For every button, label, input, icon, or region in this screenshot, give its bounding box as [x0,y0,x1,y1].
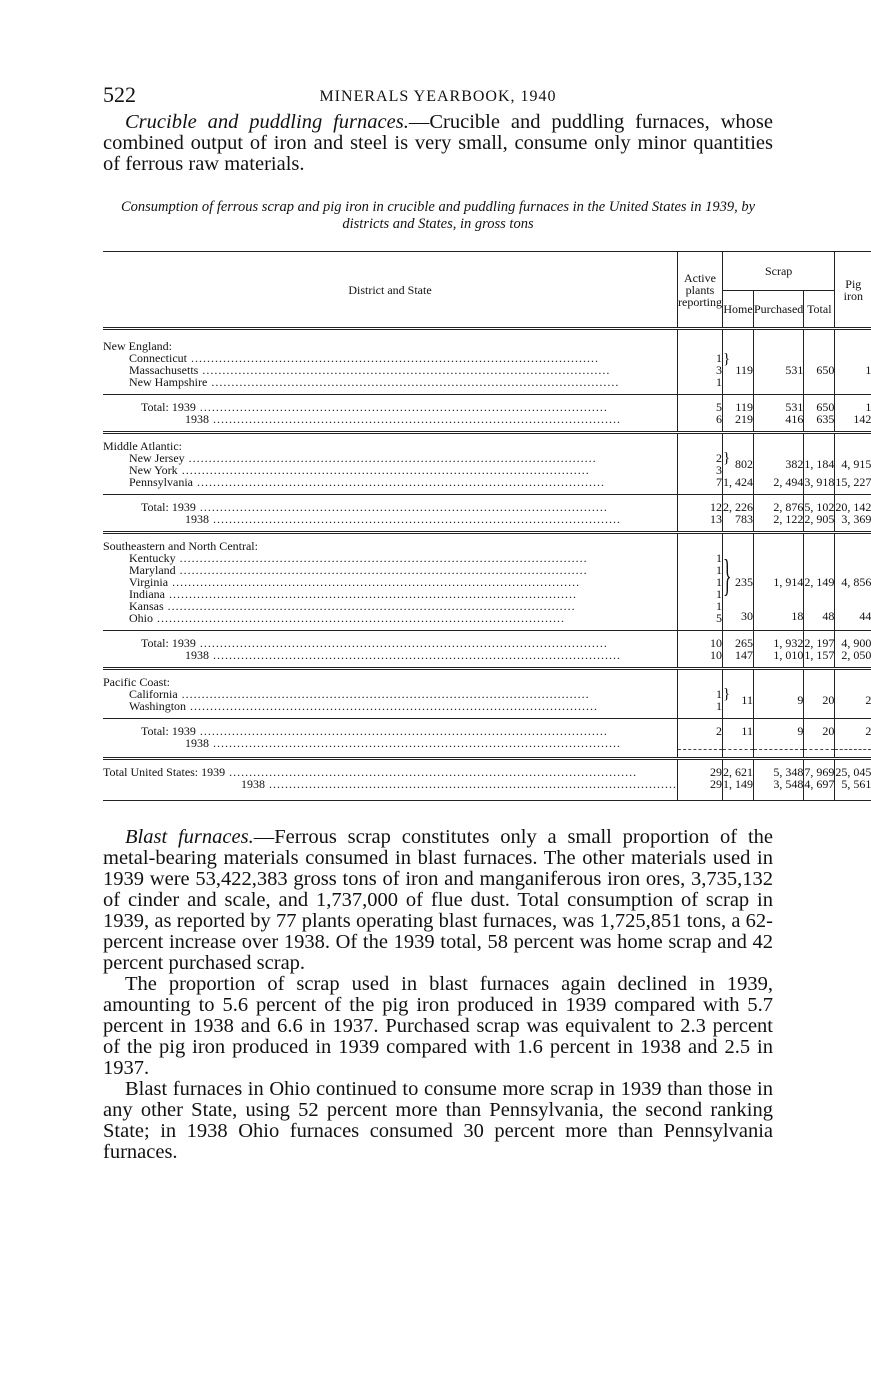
cell: 5 [715,400,722,414]
cell: 12 [709,500,722,514]
blast-paragraph-2: The proportion of scrap used in blast furnaces again declined in 1939, amounting to 5.6 percent of the pig iron produced in 1939 compared with 5.7 percent in 1938 and 6.6 in 1937. Purchased scrap was equivalent to 2.3 percent of the pig iron produced in 1939 compared with 1.6 percent in 1938 and 2.5 in 1937. [103,973,773,1079]
running-head [103,82,773,112]
cell: 1, 914 [773,575,804,589]
cell: 13 [709,512,722,526]
state-name: Kansas ..... [103,600,677,612]
brace-icon: } [722,450,731,466]
cell: 30 [740,609,753,623]
cell: 4, 915 [841,457,871,471]
year: 1939 [171,636,196,650]
cell: 1, 010 [773,648,804,662]
table-row [103,719,871,759]
blast-text-1: —Ferrous scrap constitutes only a small proportion of the metal-bearing materials consumed in blast furnaces. The other materials used in 1939 were 53,422,383 gross tons of iron and manganiferous iron ores, 3,735,132 of cinder and scale, and 1,737,000 of flue dust. Total consumption of scrap in 1939, as reported by 77 plants operating blast furnaces, was 1,725,851 tons, a 62-percent increase over 1938. Of the 1939 total, 58 percent was home scrap and 42 percent purchased scrap. [103,826,773,974]
group-name: Pacific Coast: [103,675,170,689]
cell: 2 [835,669,871,719]
year: 1938 ..... [103,737,677,749]
cell: 5 [715,611,722,625]
cell: 2, 226 [722,500,753,514]
cell: 3 [715,463,722,477]
cell: 1 [715,687,722,701]
cell: 4, 856 [841,575,871,589]
cell: 147 [734,648,753,662]
cell: 531 [753,329,803,389]
col-home: Home [722,291,753,329]
col-purchased: Purchased [753,291,803,329]
cell: 5, 348 [773,765,804,779]
intro-paragraph [103,112,773,175]
total-label: Total: [141,500,169,514]
cell: 1, 149 [722,777,753,791]
cell: 2, 876 [773,500,804,514]
year: 1938 ..... [103,513,677,525]
cell: 2, 494 [773,475,804,489]
cell: 1 [715,599,722,613]
total-label: Total: [141,724,169,738]
cell: 2, 197 [804,636,835,650]
cell: 1, 157 [804,648,835,662]
cell: 2 [715,724,722,738]
state-name: Kentucky ..... [103,552,677,564]
col-active-plants: Active plants reporting [678,252,723,329]
cell: 142 [853,412,871,426]
cell: 20 [822,724,835,738]
state-name: Indiana ..... [103,588,677,600]
total-label: Total: [141,400,169,414]
col-scrap: Scrap [722,252,834,291]
page-number: 522 [103,82,136,107]
cell: 20 [804,669,835,719]
cell: 25, 045 [835,765,871,779]
col-total: Total [804,291,835,329]
table-row [103,329,871,389]
cell: 7 [715,475,722,489]
state-name: Pennsylvania ..... [103,476,677,488]
total-label: Total United States: [103,765,199,779]
state-name: New York ..... [103,464,677,476]
table-row [103,395,871,433]
cell: 44 [859,609,871,623]
cell: 235 [734,575,753,589]
blast-lead: Blast furnaces. [125,826,254,848]
cell: 2, 621 [722,765,753,779]
cell: 2, 149 [804,575,835,589]
cell: 11 [741,693,753,707]
cell: 1 [715,587,722,601]
blast-paragraph-1 [103,827,773,974]
table-row [103,533,871,631]
cell: 1, 932 [773,636,804,650]
cell [835,737,871,750]
group-name: Middle Atlantic: [103,439,182,453]
year: 1938 ..... [103,649,677,661]
cell [804,737,834,750]
cell: 1 [835,329,871,389]
total-label: Total: [141,636,169,650]
blast-furnaces-section [103,827,773,1163]
cell: 531 [785,400,804,414]
intro-text: —Crucible and puddling furnaces, whose combined output of iron and steel is very small, consume only minor quantities of ferrous raw materials. [103,111,773,175]
cell: 9 [753,669,803,719]
cell: 5, 102 [804,500,835,514]
cell: 4, 697 [804,777,835,791]
cell: 10 [709,648,722,662]
table-body [103,329,871,801]
cell: 1 [715,551,722,565]
cell: 18 [791,609,804,623]
cell: 6 [715,412,722,426]
cell: 9 [797,724,804,738]
cell [754,737,803,750]
table-row [103,433,871,495]
group-name: New England: [103,339,172,353]
state-name: Maryland ..... [103,564,677,576]
cell: 3, 548 [773,777,804,791]
table-row [103,495,871,533]
brace-icon: } [722,351,731,367]
brace-icon: } [722,551,732,600]
year: 1939 [171,400,196,414]
state-name: New Jersey ..... [103,452,677,464]
year: 1938 ..... [103,778,677,790]
cell: 15, 227 [835,475,871,489]
cell: 1 [715,699,722,713]
cell: 5, 561 [841,777,871,791]
year: 1939 [171,500,196,514]
cell: 2 [865,724,871,738]
year: 1939 [201,765,226,779]
page [103,82,871,1163]
cell: 3, 918 [804,475,835,489]
state-name: New Hampshire ..... [103,376,677,388]
col-pig-iron: Pig iron [835,252,871,329]
state-name: California ..... [103,688,677,700]
cell: 2, 122 [773,512,804,526]
table-caption: Consumption of ferrous scrap and pig iron in crucible and puddling furnaces in the United States in 1939, by districts and States, in gross tons [120,199,756,232]
cell: 11 [741,724,753,738]
cell: 10 [709,636,722,650]
running-title: MINERALS YEARBOOK, 1940 [319,88,557,105]
cell: 635 [816,412,835,426]
cell: 1, 184 [804,457,835,471]
cell: 1 [715,351,722,365]
cell: 4, 900 [841,636,871,650]
intro-lead: Crucible and puddling furnaces. [125,111,409,133]
group-name: Southeastern and North Central: [103,539,258,553]
cell: 3, 369 [841,512,871,526]
cell: 416 [785,412,804,426]
cell: 1, 424 [722,475,753,489]
year: 1939 [171,724,196,738]
cell: 1 [715,563,722,577]
cell: 1 [865,400,871,414]
consumption-table [103,251,871,801]
cell: 2 [715,451,722,465]
cell: 119 [735,363,753,377]
state-name: Connecticut ..... [103,352,677,364]
cell: 2, 905 [804,512,835,526]
table-row [103,631,871,669]
cell: 20, 142 [835,500,871,514]
cell: 1 [715,375,722,389]
cell: 265 [734,636,753,650]
cell: 802 [734,457,753,471]
blast-paragraph-3: Blast furnaces in Ohio continued to consume more scrap in 1939 than those in any other State, using 52 percent more than Pennsylvania, the second ranking State; in 1938 Ohio furnaces consumed 30 percent more than Pennsylvania furnaces. [103,1078,773,1163]
cell: 7, 969 [804,765,835,779]
state-name: Washington ..... [103,700,677,712]
year: 1938 ..... [103,413,677,425]
cell: 119 [735,400,753,414]
cell: 29 [709,777,722,791]
cell: 1 [715,575,722,589]
cell: 219 [734,412,753,426]
cell: 2, 050 [841,648,871,662]
table-row [103,669,871,719]
col-district: District and State [348,282,432,297]
brace-icon: } [722,686,731,702]
cell [678,737,722,750]
state-name: Massachusetts ..... [103,364,677,376]
cell: 382 [785,457,804,471]
cell: 650 [804,329,835,389]
state-name: Virginia ..... [103,576,677,588]
cell [723,737,753,750]
state-name: Ohio ..... [103,612,677,624]
cell: 783 [734,512,753,526]
cell: 48 [822,609,835,623]
cell: 650 [816,400,835,414]
cell: 29 [709,765,722,779]
cell: 3 [715,363,722,377]
table-row [103,759,871,801]
